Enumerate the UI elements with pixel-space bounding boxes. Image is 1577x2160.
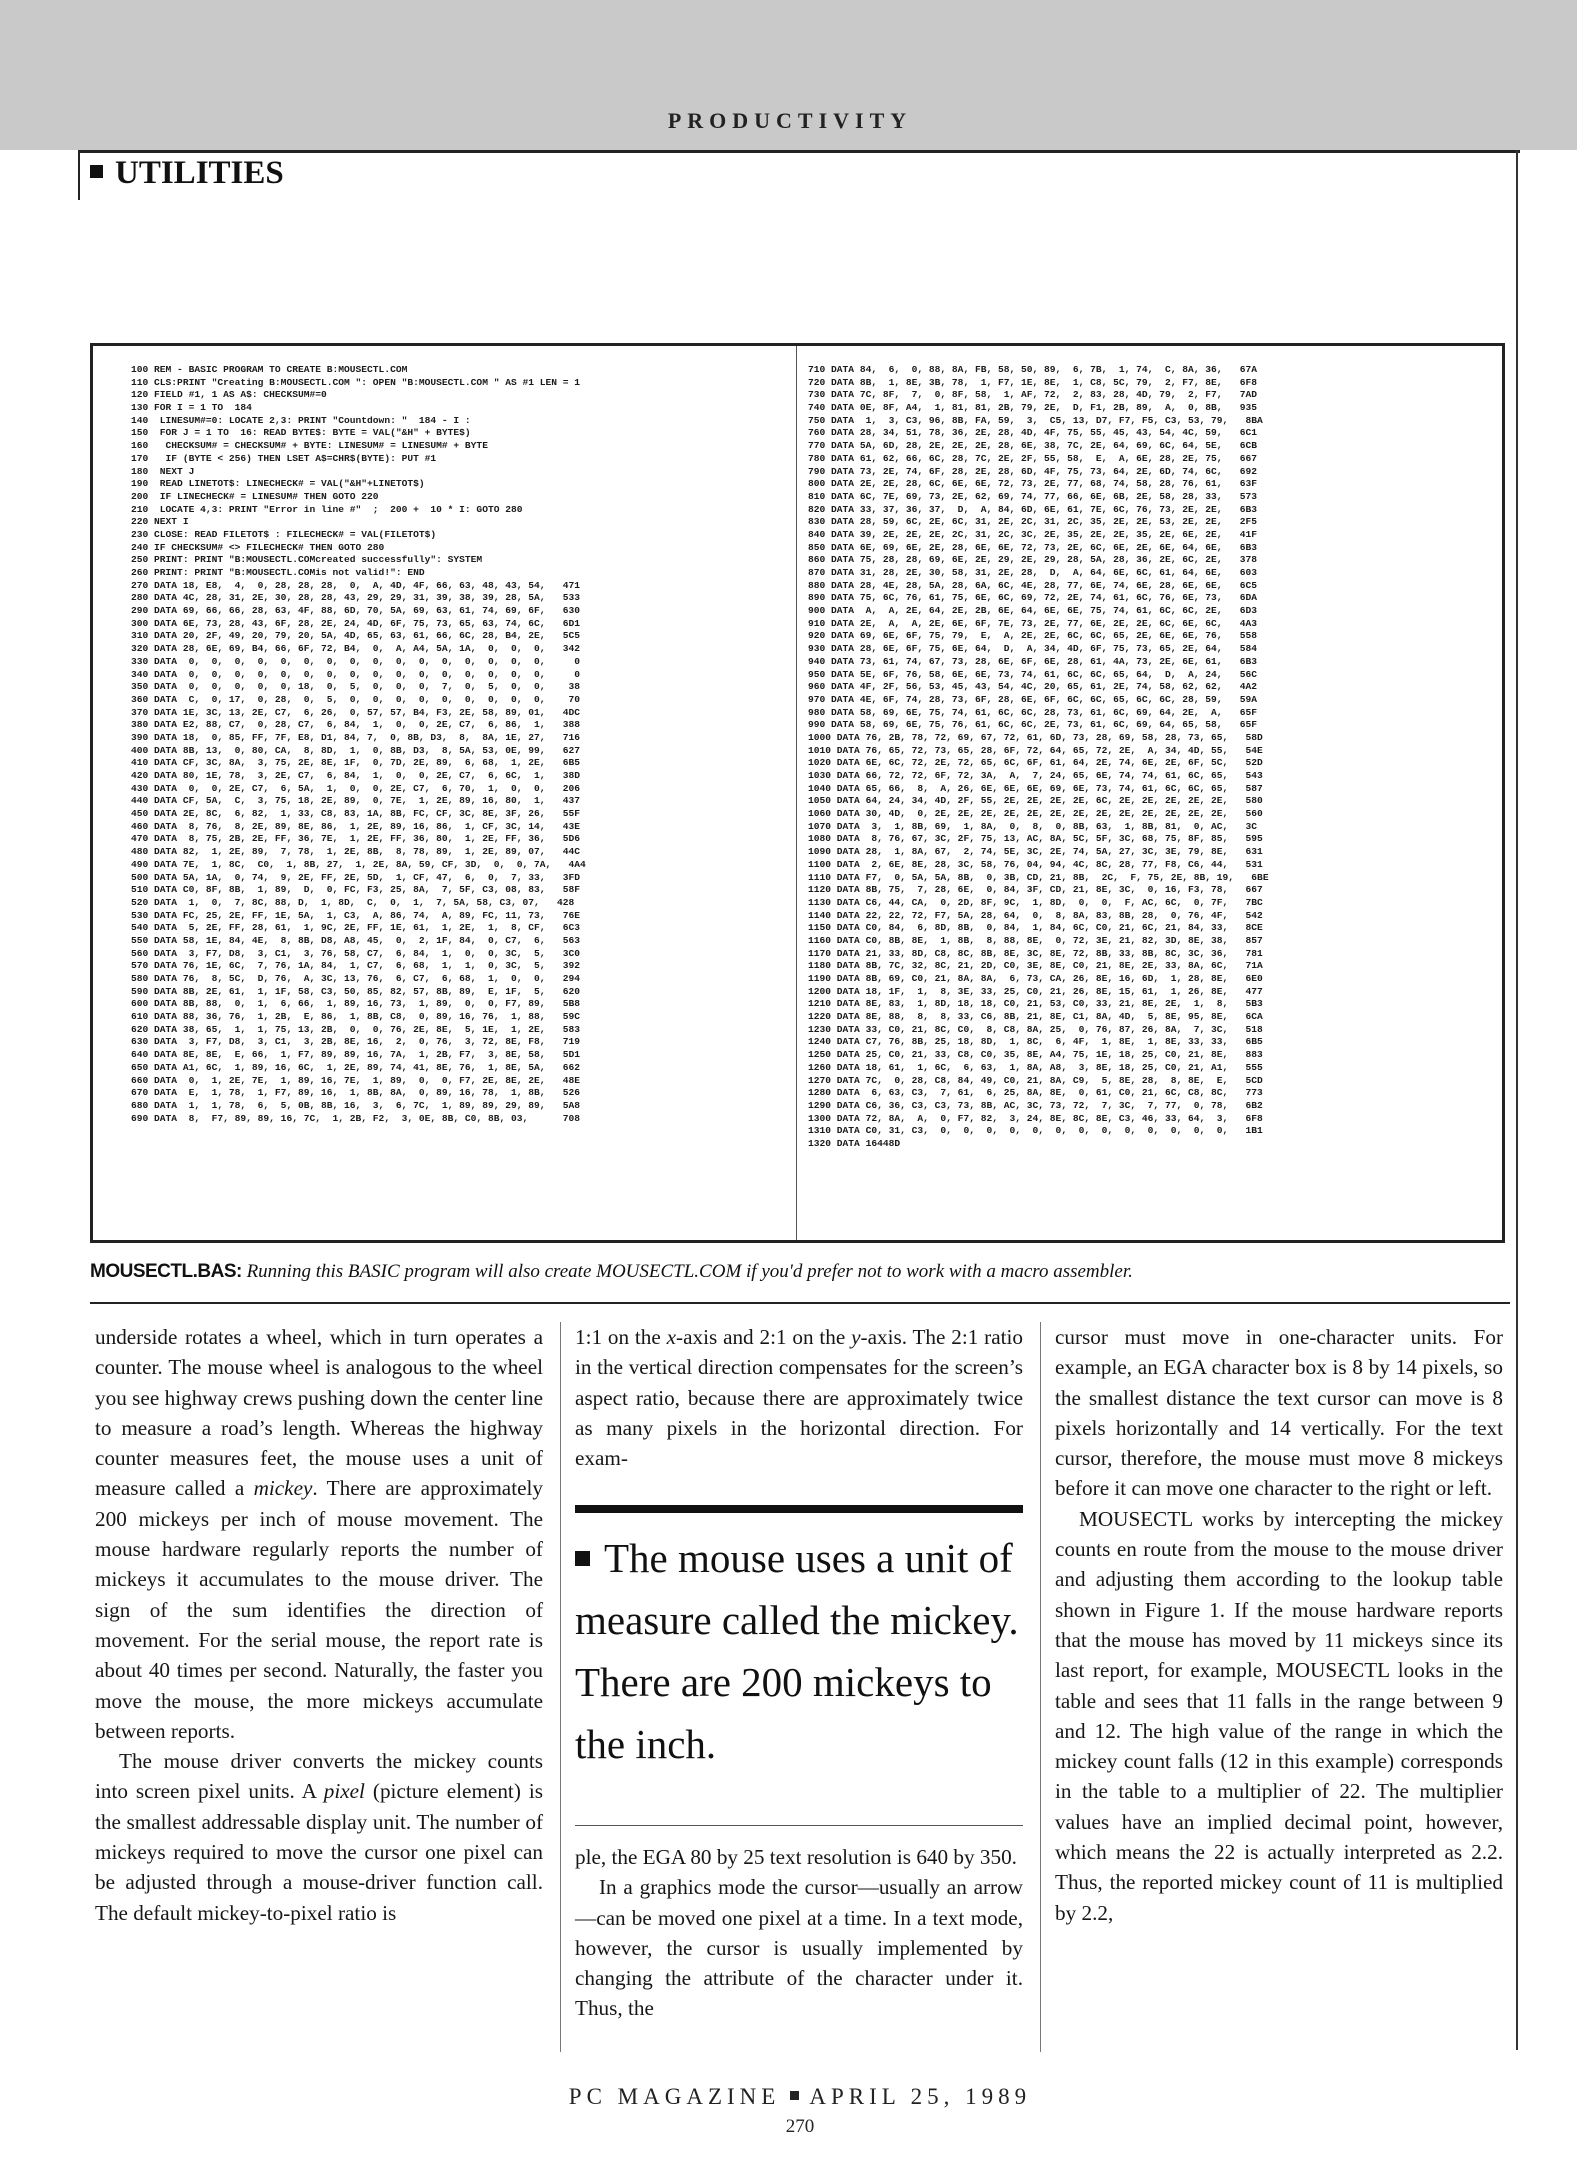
code-line: 450 DATA 2E, 8C, 6, 82, 1, 33, C8, 83, 1A, 8B, FC, CF, 3C, 8E, 3F, 26, 55F [131,808,581,820]
code-line: 1030 DATA 66, 72, 72, 6F, 72, 3A, A, 7, 24, 65, 6E, 74, 74, 61, 6C, 65, 543 [808,770,1263,781]
caption-rule [90,1302,1510,1304]
code-line: 1240 DATA C7, 76, 8B, 25, 18, 8D, 1, 8C, 6, 4F, 1, 8E, 1, 8E, 33, 33, 6B5 [808,1036,1263,1048]
listing-divider [796,346,797,1240]
code-line: 140 LINESUM#=0: LOCATE 2,3: PRINT "Countdown: " 184 - I : [131,414,471,426]
listing-caption [90,1261,1510,1283]
code-line: 350 DATA 0, 0, 0, 0, 0, 18, 0, 5, 0, 0, 0, 7, 0, 5, 0, 0, 38 [131,681,581,693]
paragraph: MOUSECTL works by intercepting the mickey counts en route from the mouse to the mouse driver and adjusting them according to the lookup table shown in Figure 1. If the mouse hardware reports that the mouse has moved by 11 mickeys since its last report, for example, MOUSECTL looks in the table and sees that 11 falls in the range between 9 and 12. The high value of the range in which the mickey count falls (12 in this example) corresponds in the table to a multiplier of 22. The multiplier values have an implied decimal point, however, which means the 22 is actually interpreted as 2.2. Thus, the reported mickey count of 11 is multiplied by 2.2, [1055,1506,1503,1925]
code-line: 1230 DATA 33, C0, 21, 8C, C0, 8, C8, 8A, 25, 0, 76, 87, 26, 8A, 7, 3C, 518 [808,1023,1263,1035]
code-line: 1260 DATA 18, 61, 1, 6C, 6, 63, 1, 8A, A8, 3, 8E, 18, 25, C0, 21, A1, 555 [808,1061,1263,1073]
code-line: 1210 DATA 8E, 83, 1, 8D, 18, 18, C0, 21, 53, C0, 33, 21, 8E, 2E, 1, 8, 5B3 [808,998,1263,1010]
code-line: 680 DATA 1, 1, 78, 6, 5, 0B, 8B, 16, 3, 6, 7C, 1, 89, 89, 29, 89, 5A8 [131,1099,581,1111]
code-line: 970 DATA 4E, 6F, 74, 28, 73, 6F, 28, 6E, 6F, 6C, 6C, 65, 6C, 6C, 28, 59, 59A [808,693,1258,705]
code-line: 840 DATA 39, 2E, 2E, 2E, 2C, 31, 2C, 3C, 2E, 35, 2E, 2E, 35, 2E, 6E, 2E, 41F [808,528,1258,540]
code-line: 250 PRINT: PRINT "B:MOUSECTL.COMcreated successfully": SYSTEM [131,554,483,566]
code-line: 190 READ LINETOT$: LINECHECK# = VAL("&H"+LINETOT$) [131,478,425,490]
code-line: 380 DATA E2, 88, C7, 0, 28, C7, 6, 84, 1, 0, 0, 2E, C7, 6, 86, 1, 388 [131,719,581,731]
code-line: 830 DATA 28, 59, 6C, 2E, 6C, 31, 2E, 2C, 31, 2C, 35, 2E, 2E, 53, 2E, 2E, 2F5 [808,516,1258,528]
code-line: 500 DATA 5A, 1A, 0, 74, 9, 2E, FF, 2E, 5D, 1, CF, 47, 6, 0, 7, 33, 3FD [131,871,581,883]
code-line: 310 DATA 20, 2F, 49, 20, 79, 20, 5A, 4D, 65, 63, 61, 66, 6C, 28, B4, 2E, 5C5 [131,630,581,642]
code-line: 980 DATA 58, 69, 6E, 75, 74, 61, 6C, 6C, 28, 73, 61, 6C, 69, 64, 2E, A, 65F [808,706,1258,718]
code-line: 420 DATA 80, 1E, 78, 3, 2E, C7, 6, 84, 1, 0, 0, 2E, C7, 6, 6C, 1, 38D [131,770,581,781]
bullet-square-icon [90,165,103,178]
code-line: 230 CLOSE: READ FILETOT$ : FILECHECK# = VAL(FILETOT$) [131,528,437,540]
code-line: 1010 DATA 76, 65, 72, 73, 65, 28, 6F, 72, 64, 65, 72, 2E, A, 34, 4D, 55, 54E [808,744,1263,756]
code-line: 110 CLS:PRINT "Creating B:MOUSECTL.COM ": OPEN "B:MOUSECTL.COM " AS #1 LEN = 1 [131,376,581,388]
article-column-3 [1055,1322,1503,1928]
code-line: 160 CHECKSUM# = CHECKSUM# + BYTE: LINESUM# = LINESUM# + BYTE [131,440,488,452]
code-line: 850 DATA 6E, 69, 6E, 2E, 28, 6E, 6E, 72, 73, 2E, 6C, 6E, 2E, 6E, 64, 6E, 6B3 [808,541,1258,553]
code-line: 930 DATA 28, 6E, 6F, 75, 6E, 64, D, A, 34, 4D, 6F, 75, 73, 65, 2E, 64, 584 [808,643,1258,655]
code-line: 220 NEXT I [131,516,189,528]
code-line: 240 IF CHECKSUM# <> FILECHECK# THEN GOTO 280 [131,541,385,553]
code-line: 270 DATA 18, E8, 4, 0, 28, 28, 28, 0, A, 4D, 4F, 66, 63, 48, 43, 54, 471 [131,579,581,591]
code-line: 1250 DATA 25, C0, 21, 33, C8, C0, 35, 8E, A4, 75, 1E, 18, 25, C0, 21, 8E, 883 [808,1049,1263,1061]
code-line: 120 FIELD #1, 1 AS A$: CHECKSUM#=0 [131,389,327,401]
code-line: 1130 DATA C6, 44, CA, 0, 2D, 8F, 9C, 1, 8D, 0, 0, F, AC, 6C, 0, 7F, 7BC [808,896,1263,908]
code-line: 300 DATA 6E, 73, 28, 43, 6F, 28, 2E, 24, 4D, 6F, 75, 73, 65, 63, 74, 6C, 6D1 [131,617,581,629]
code-line: 430 DATA 0, 0, 2E, C7, 6, 5A, 1, 0, 0, 2E, C7, 6, 70, 1, 0, 0, 206 [131,782,581,794]
code-line: 1160 DATA C0, 8B, 8E, 1, 8B, 8, 88, 8E, 0, 72, 3E, 21, 82, 3D, 8E, 38, 857 [808,934,1263,946]
article-column-1 [95,1322,543,1928]
code-line: 490 DATA 7E, 1, 8C, C0, 1, 8B, 27, 1, 2E, 8A, 59, CF, 3D, 0, 0, 7A, 4A4 [131,858,586,870]
magazine-name: PC MAGAZINE [568,2084,781,2109]
pull-quote [575,1505,1023,1775]
code-line: 540 DATA 5, 2E, FF, 28, 61, 1, 9C, 2E, FF, 1E, 61, 1, 2E, 1, 8, CF, 6C3 [131,922,581,934]
code-line: 1000 DATA 76, 2B, 78, 72, 69, 67, 72, 61, 6D, 73, 28, 69, 58, 28, 73, 65, 58D [808,731,1263,743]
code-line: 1170 DATA 21, 33, 8D, C8, 8C, 8B, 8E, 3C, 8E, 72, 8B, 33, 8B, 8C, 3C, 36, 781 [808,947,1263,959]
code-line: 1280 DATA 6, 63, C3, 7, 61, 6, 25, 8A, 8E, 0, 61, C0, 21, 6C, C8, 8C, 773 [808,1087,1263,1099]
code-line: 900 DATA A, A, 2E, 64, 2E, 2B, 6E, 64, 6E, 6E, 75, 74, 61, 6C, 6C, 2E, 6D3 [808,605,1258,617]
code-line: 290 DATA 69, 66, 66, 28, 63, 4F, 88, 6D, 70, 5A, 69, 63, 61, 74, 69, 6F, 630 [131,605,581,617]
code-line: 1300 DATA 72, 8A, A, 0, F7, 82, 3, 24, 8E, 8C, 8E, C3, 46, 33, 64, 3, 6F8 [808,1112,1263,1124]
code-line: 790 DATA 73, 2E, 74, 6F, 28, 2E, 28, 6D, 4F, 75, 73, 64, 2E, 6D, 74, 6C, 692 [808,465,1258,477]
pull-quote-bar [575,1505,1023,1513]
code-line: 1040 DATA 65, 66, 8, A, 26, 6E, 6E, 6E, 69, 6E, 73, 74, 61, 6C, 6C, 65, 587 [808,782,1263,794]
code-line: 730 DATA 7C, 8F, 7, 0, 8F, 58, 1, AF, 72, 2, 83, 28, 4D, 79, 2, F7, 7AD [808,389,1258,401]
article-column-2 [575,1322,1023,1473]
pull-quote-text: The mouse uses a unit of measure called the mickey. There are 200 mickeys to the inch. [575,1535,1019,1767]
header-rule [78,150,1520,153]
code-line: 880 DATA 28, 4E, 28, 5A, 28, 6A, 6C, 4E, 28, 77, 6E, 74, 6E, 28, 6E, 6E, 6C5 [808,579,1258,591]
paragraph: cursor must move in one-character units. For example, an EGA character box is 8 by 14 pixels, so the smallest distance the text cursor can move is 8 pixels horizontally and 14 vertically. For the text cursor, therefore, the mouse must move 8 mickeys before it can move one character to the right or left. [1055,1325,1503,1501]
code-line: 750 DATA 1, 3, C3, 96, 8B, FA, 59, 3, C5, 13, D7, F7, F5, C3, 53, 79, 8BA [808,414,1263,426]
code-line: 620 DATA 38, 65, 1, 1, 75, 13, 2B, 0, 0, 76, 2E, 8E, 5, 1E, 1, 2E, 583 [131,1023,581,1035]
code-line: 870 DATA 31, 28, 2E, 30, 58, 31, 2E, 28, D, A, 64, 6E, 6C, 61, 64, 6E, 603 [808,567,1258,578]
code-line: 1290 DATA C6, 36, C3, C3, 73, 8B, AC, 3C, 73, 72, 7, 3C, 7, 77, 0, 78, 6B2 [808,1099,1263,1111]
issue-date: APRIL 25, 1989 [809,2084,1032,2109]
code-line: 720 DATA 8B, 1, 8E, 3B, 78, 1, F7, 1E, 8E, 1, C8, 5C, 79, 2, F7, 8E, 6F8 [808,376,1258,388]
code-line: 150 FOR J = 1 TO 16: READ BYTE$: BYTE = VAL("&H" + BYTE$) [131,427,471,439]
pull-quote-rule [575,1825,1023,1826]
code-line: 400 DATA 8B, 13, 0, 80, CA, 8, 8D, 1, 0, 8B, D3, 8, 5A, 53, 0E, 99, 627 [131,744,581,756]
code-line: 440 DATA CF, 5A, C, 3, 75, 18, 2E, 89, 0, 7E, 1, 2E, 89, 16, 80, 1, 437 [131,795,581,807]
code-line: 800 DATA 2E, 2E, 28, 6C, 6E, 6E, 72, 73, 2E, 77, 68, 74, 58, 28, 76, 61, 63F [808,478,1258,490]
paragraph: underside rotates a wheel, which in turn operates a counter. The mouse wheel is analogous to the wheel you see highway crews pushing down the center line to measure a road’s length. Whereas the highway counter measures feet, the mouse uses a unit of measure called a mickey. There are approximately 200 mickeys per inch of mouse movement. The mouse hardware regularly reports the number of mickeys it accumulates to the mouse driver. The sign of the sum identifies the direction of movement. For the serial mouse, the report rate is about 40 times per second. Naturally, the faster you move the mouse, the more mickeys accumulate between reports. [95,1325,543,1743]
code-line: 1310 DATA C0, 31, C3, 0, 0, 0, 0, 0, 0, 0, 0, 0, 0, 0, 0, 0, 1B1 [808,1125,1263,1137]
code-line: 1020 DATA 6E, 6C, 72, 2E, 72, 65, 6C, 6F, 61, 64, 2E, 74, 6E, 2E, 6F, 5C, 52D [808,757,1263,769]
code-line: 1180 DATA 8B, 7C, 32, 8C, 21, 2D, C0, 3E, 8E, C0, 21, 8E, 2E, 33, 8A, 6C, 71A [808,960,1263,972]
code-line: 650 DATA A1, 6C, 1, 89, 16, 6C, 1, 2E, 89, 74, 41, 8E, 76, 1, 8E, 5A, 662 [131,1061,581,1073]
code-line: 740 DATA 0E, 8F, A4, 1, 81, 81, 2B, 79, 2E, D, F1, 2B, 89, A, 0, 8B, 935 [808,402,1258,414]
code-line: 990 DATA 58, 69, 6E, 75, 76, 61, 6C, 6C, 2E, 73, 61, 6C, 69, 64, 65, 58, 65F [808,719,1258,731]
paragraph: 1:1 on the x-axis and 2:1 on the y-axis. The 2:1 ratio in the vertical direction compensates for the screen’s aspect ratio, because there are approximately twice as many pixels in the horizontal direction. For exam- [575,1325,1023,1471]
code-line: 1270 DATA 7C, 0, 28, C8, 84, 49, C0, 21, 8A, C9, 5, 8E, 28, 8, 8E, E, 5CD [808,1074,1263,1086]
code-line: 760 DATA 28, 34, 51, 78, 36, 2E, 28, 4D, 4F, 75, 55, 45, 43, 54, 4C, 59, 6C1 [808,427,1258,439]
section-label: PRODUCTIVITY [667,108,913,133]
code-line: 130 FOR I = 1 TO 184 [131,402,252,414]
code-line: 260 PRINT: PRINT "B:MOUSECTL.COMis not valid!": END [131,567,425,578]
code-line: 1150 DATA C0, 84, 6, 8D, 8B, 0, 84, 1, 84, 6C, C0, 21, 6C, 21, 84, 33, 8CE [808,922,1263,934]
code-line: 170 IF (BYTE < 256) THEN LSET A$=CHR$(BYTE): PUT #1 [131,452,437,464]
bullet-square-icon [790,2091,799,2100]
code-line: 1060 DATA 30, 4D, 0, 2E, 2E, 2E, 2E, 2E, 2E, 2E, 2E, 2E, 2E, 2E, 2E, 2E, 560 [808,808,1263,820]
page-number: 270 [785,2116,815,2137]
code-line: 640 DATA 8E, 8E, E, 66, 1, F7, 89, 89, 16, 7A, 1, 2B, F7, 3, 8E, 58, 5D1 [131,1049,581,1061]
paragraph: The mouse driver converts the mickey counts into screen pixel units. A pixel (picture element) is the smallest addressable display unit. The number of mickeys required to move the cursor one pixel can be adjusted through a mouse-driver function call. The default mickey-to-pixel ratio is [95,1749,543,1925]
paragraph: In a graphics mode the cursor—usually an arrow—can be moved one pixel at a time. In a text mode, however, the cursor is usually implemented by changing the attribute of the character under it. Thus, the [575,1875,1023,2021]
code-line: 610 DATA 88, 36, 76, 1, 2B, E, 86, 1, 8B, C8, 0, 89, 16, 76, 1, 88, 59C [131,1011,581,1023]
department-label: UTILITIES [115,155,284,191]
code-line: 530 DATA FC, 25, 2E, FF, 1E, 5A, 1, C3, A, 86, 74, A, 89, FC, 11, 73, 76E [131,909,581,921]
column-rule-1 [560,1322,561,2052]
code-line: 780 DATA 61, 62, 66, 6C, 28, 7C, 2E, 2F, 55, 58, E, A, 6E, 28, 2E, 75, 667 [808,452,1258,464]
code-line: 360 DATA C, 0, 17, 0, 28, 0, 5, 0, 0, 0, 0, 0, 0, 0, 0, 0, 70 [131,693,581,705]
department-title [90,155,284,192]
code-listing-right [808,364,1498,1151]
column-rule-2 [1040,1322,1041,2052]
code-line: 860 DATA 75, 28, 28, 69, 6E, 2E, 29, 2E, 29, 28, 5A, 28, 36, 2E, 6C, 2E, 378 [808,554,1258,566]
code-line: 1140 DATA 22, 22, 72, F7, 5A, 28, 64, 0, 8, 8A, 83, 8B, 28, 0, 76, 4F, 542 [808,909,1263,921]
code-line: 810 DATA 6C, 7E, 69, 73, 2E, 62, 69, 74, 77, 66, 6E, 6B, 2E, 58, 28, 33, 573 [808,490,1258,502]
code-line: 340 DATA 0, 0, 0, 0, 0, 0, 0, 0, 0, 0, 0, 0, 0, 0, 0, 0, 0 [131,668,581,680]
code-line: 600 DATA 8B, 88, 0, 1, 6, 66, 1, 89, 16, 73, 1, 89, 0, 0, F7, 89, 5B8 [131,998,581,1010]
code-line: 1190 DATA 8B, 69, C0, 21, 8A, 8A, 6, 73, CA, 26, 8E, 16, 6D, 1, 28, 8E, 6E0 [808,973,1263,984]
code-line: 330 DATA 0, 0, 0, 0, 0, 0, 0, 0, 0, 0, 0, 0, 0, 0, 0, 0, 0 [131,655,581,667]
code-line: 1220 DATA 8E, 88, 8, 8, 33, C6, 8B, 21, 8E, C1, 8A, 4D, 5, 8E, 95, 8E, 6CA [808,1011,1263,1023]
article-column-2-continued [575,1842,1023,2024]
code-line: 960 DATA 4F, 2F, 56, 53, 45, 43, 54, 4C, 20, 65, 61, 2E, 74, 58, 62, 62, 4A2 [808,681,1258,693]
code-line: 890 DATA 75, 6C, 76, 61, 75, 6E, 6C, 69, 72, 2E, 74, 61, 6C, 76, 6E, 73, 6DA [808,592,1258,604]
code-line: 660 DATA 0, 1, 2E, 7E, 1, 89, 16, 7E, 1, 89, 0, 0, F7, 2E, 8E, 2E, 48E [131,1074,581,1086]
code-line: 940 DATA 73, 61, 74, 67, 73, 28, 6E, 6F, 6E, 28, 61, 4A, 73, 2E, 6E, 61, 6B3 [808,655,1258,667]
code-line: 630 DATA 3, F7, D8, 3, C1, 3, 2B, 8E, 16, 2, 0, 76, 3, 72, 8E, F8, 719 [131,1036,581,1048]
bullet-square-icon [575,1551,590,1566]
code-line: 410 DATA CF, 3C, 8A, 3, 75, 2E, 8E, 1F, 0, 7D, 2E, 89, 6, 68, 1, 2E, 6B5 [131,757,581,769]
code-line: 1320 DATA 16448D [808,1137,901,1149]
code-line: 710 DATA 84, 6, 0, 88, 8A, FB, 58, 50, 89, 6, 7B, 1, 74, C, 8A, 36, 67A [808,364,1258,375]
code-line: 280 DATA 4C, 28, 31, 2E, 30, 28, 28, 43, 29, 29, 31, 39, 38, 39, 28, 5A, 533 [131,592,581,604]
code-line: 950 DATA 5E, 6F, 76, 58, 6E, 6E, 73, 74, 61, 6C, 6C, 65, 64, D, A, 24, 56C [808,668,1258,680]
code-line: 590 DATA 8B, 2E, 61, 1, 1F, 58, C3, 50, 85, 82, 57, 8B, 89, E, 1F, 5, 620 [131,985,581,997]
code-line: 570 DATA 76, 1E, 6C, 7, 76, 1A, 84, 1, C7, 6, 68, 1, 1, 0, 3C, 5, 392 [131,960,581,972]
code-line: 1090 DATA 28, 1, 8A, 67, 2, 74, 5E, 3C, 2E, 74, 5A, 27, 3C, 3E, 79, 8E, 631 [808,846,1263,858]
code-line: 910 DATA 2E, A, A, 2E, 6E, 6F, 7E, 73, 2E, 77, 6E, 2E, 2E, 6C, 6E, 6C, 4A3 [808,617,1258,629]
code-line: 1100 DATA 2, 6E, 8E, 28, 3C, 58, 76, 04, 94, 4C, 8C, 28, 77, F8, C6, 44, 531 [808,858,1263,870]
code-line: 690 DATA 8, F7, 89, 89, 16, 7C, 1, 2B, F2, 3, 0E, 8B, C0, 8B, 03, 708 [131,1112,581,1124]
code-line: 100 REM - BASIC PROGRAM TO CREATE B:MOUSECTL.COM [131,364,408,375]
page-footer [400,2084,1200,2110]
right-rule [1516,150,1518,2050]
code-listing-box [90,343,1505,1243]
code-line: 820 DATA 33, 37, 36, 37, D, A, 84, 6D, 6E, 61, 7E, 6C, 76, 73, 2E, 2E, 6B3 [808,503,1258,515]
code-line: 920 DATA 69, 6E, 6F, 75, 79, E, A, 2E, 2E, 6C, 6C, 65, 2E, 6E, 6E, 76, 558 [808,630,1258,642]
code-line: 510 DATA C0, 8F, 8B, 1, 89, D, 0, FC, F3, 25, 8A, 7, 5F, C3, 08, 83, 58F [131,884,581,896]
code-line: 480 DATA 82, 1, 2E, 89, 7, 78, 1, 2E, 8B, 8, 78, 89, 1, 2E, 89, 07, 44C [131,846,581,858]
code-listing-left [131,364,786,1125]
code-line: 580 DATA 76, 8, 5C, D, 76, A, 3C, 13, 76, 6, C7, 6, 68, 1, 0, 0, 294 [131,973,581,984]
code-line: 460 DATA 8, 76, 8, 2E, 89, 8E, 86, 1, 2E, 89, 16, 86, 1, CF, 3C, 14, 43E [131,820,581,832]
code-line: 770 DATA 5A, 6D, 28, 2E, 2E, 2E, 28, 6E, 38, 7C, 2E, 64, 69, 6C, 64, 5E, 6CB [808,440,1258,452]
code-line: 520 DATA 1, 0, 7, 8C, 88, D, 1, 8D, C, 0, 1, 7, 5A, 58, C3, 07, 428 [131,896,575,908]
code-line: 200 IF LINECHECK# = LINESUM# THEN GOTO 220 [131,490,379,502]
code-line: 550 DATA 58, 1E, 84, 4E, 8, 8B, D8, A8, 45, 0, 2, 1F, 84, 0, C7, 6, 563 [131,934,581,946]
code-line: 1200 DATA 18, 1F, 1, 8, 3E, 33, 25, C0, 21, 26, 8E, 15, 61, 1, 26, 8E, 477 [808,985,1263,997]
code-line: 320 DATA 28, 6E, 69, B4, 66, 6F, 72, B4, 0, A, A4, 5A, 1A, 0, 0, 0, 342 [131,643,581,655]
code-line: 1070 DATA 3, 1, 8B, 69, 1, 8A, 0, 8, 0, 8B, 63, 1, 8B, 81, 0, AC, 3C [808,820,1258,832]
code-line: 370 DATA 1E, 3C, 13, 2E, C7, 6, 26, 0, 57, 57, B4, F3, 2E, 58, 89, 01, 4DC [131,706,581,718]
caption-text: Running this BASIC program will also create MOUSECTL.COM if you'd prefer not to work with a macro assembler. [246,1261,1133,1282]
code-line: 1110 DATA F7, 0, 5A, 5A, 8B, 0, 3B, CD, 21, 8B, 2C, F, 75, 2E, 8B, 19, 6BE [808,871,1269,883]
code-line: 1120 DATA 8B, 75, 7, 28, 6E, 0, 84, 3F, CD, 21, 8E, 3C, 0, 16, F3, 78, 667 [808,884,1263,896]
left-rule [78,150,80,200]
code-line: 470 DATA 8, 75, 2B, 2E, FF, 36, 7E, 1, 2E, FF, 36, 80, 1, 2E, FF, 36, 5D6 [131,833,581,845]
code-line: 670 DATA E, 1, 78, 1, F7, 89, 16, 1, 8B, 8A, 0, 89, 16, 78, 1, 8B, 526 [131,1087,581,1099]
code-line: 1050 DATA 64, 24, 34, 4D, 2F, 55, 2E, 2E, 2E, 2E, 6C, 2E, 2E, 2E, 2E, 2E, 580 [808,795,1263,807]
code-line: 210 LOCATE 4,3: PRINT "Error in line #" ; 200 + 10 * I: GOTO 280 [131,503,523,515]
paragraph: ple, the EGA 80 by 25 text resolution is 640 by 350. [575,1845,1017,1869]
code-line: 1080 DATA 8, 76, 67, 3C, 2F, 75, 13, AC, 8A, 5C, 5F, 3C, 68, 75, 8F, 85, 595 [808,833,1263,845]
caption-label: MOUSECTL.BAS: [90,1261,242,1282]
code-line: 560 DATA 3, F7, D8, 3, C1, 3, 76, 58, C7, 6, 84, 1, 0, 0, 3C, 5, 3C0 [131,947,581,959]
code-line: 390 DATA 18, 0, 85, FF, 7F, E8, D1, 84, 7, 0, 8B, D3, 8, 8A, 1E, 27, 716 [131,731,581,743]
code-line: 180 NEXT J [131,465,195,477]
